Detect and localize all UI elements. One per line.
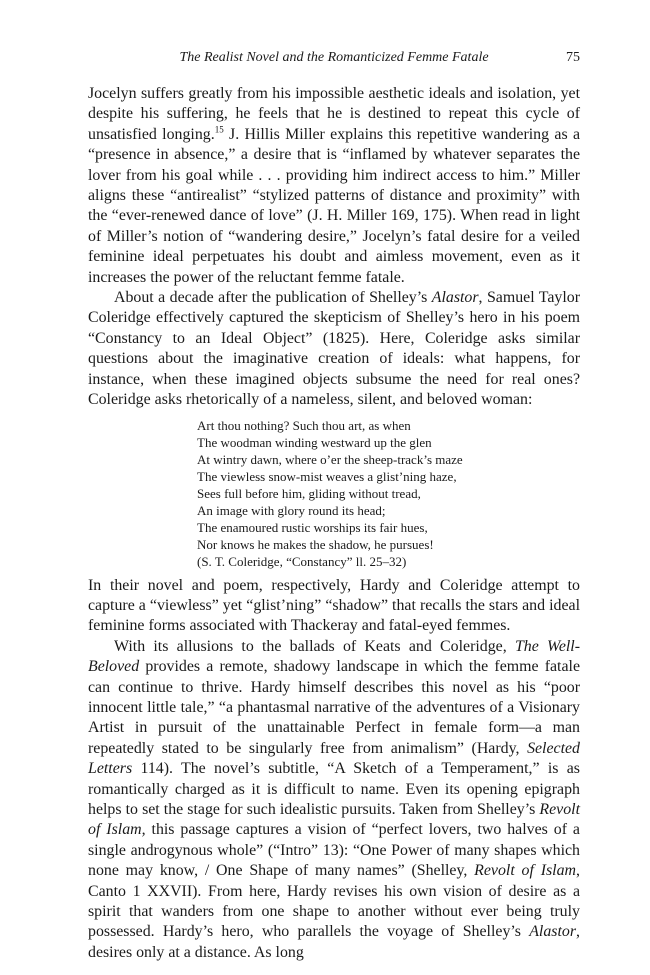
- verse-line: Art thou nothing? Such thou art, as when: [197, 417, 411, 433]
- verse-line: Sees full before him, gliding without tread,: [197, 485, 421, 501]
- paragraph-3: In their novel and poem, respectively, Hardy and Coleridge attempt to capture a “viewless” yet “glist’ning” “shadow” that recalls the stars and ideal feminine forms associated with Thackeray and fatal-eyed femmes.: [88, 576, 580, 635]
- verse-line: An image with glory round its head;: [197, 502, 386, 518]
- page-number: 75: [566, 50, 580, 65]
- text-run: Jocelyn suffers greatly from his impossible aesthetic ideals and isolation, yet despite his suffering, he feels that he is destined to repeat this cycle of unsatisfied longing.: [88, 85, 580, 143]
- italic-title: Revolt of Islam,: [88, 800, 580, 839]
- verse-line: The viewless snow-mist weaves a glist’ning haze,: [197, 468, 457, 484]
- italic-title: Alastor: [529, 923, 577, 941]
- text-run: J. Hillis Miller explains this repetitive wandering as a “presence in absence,” a desire that is “inflamed by whatever separates the lover from his goal while . . . providing him indirect access to him.” Miller aligns these “antirealist” “stylized patterns of distance and proximity” with the “ever-renewed dance of love” (J. H. Miller 169, 175). When read in light of Miller’s notion of “wandering desire,” Jocelyn’s fatal desire for a veiled feminine ideal perpetuates his doubt and aimless movement, even as it increases the power of the reluctant femme fatale.: [88, 125, 580, 286]
- body-text: [88, 84, 580, 963]
- footnote-marker: 15: [214, 124, 224, 135]
- verse-citation: (S. T. Coleridge, “Constancy” ll. 25–32): [197, 553, 407, 569]
- paragraph-2: [88, 288, 580, 410]
- paragraph-4: [88, 637, 580, 964]
- text-run: About a decade after the publication of Shelley’s: [114, 289, 432, 307]
- italic-title: The Well-Beloved: [88, 637, 580, 676]
- text-run: , Canto 1 XXVII). From here, Hardy revises his own vision of desire as a spirit that wanders from one shape to another without ever being truly possessed. Hardy’s hero, who parallels the voyage of Shelley’s: [88, 862, 580, 941]
- text-run: this passage captures a vision of “perfect lovers, two halves of a single androgynous whole” (“Intro” 13): “One Power of many shapes which none may know, / One Shape of many names” (Shelley,: [88, 821, 580, 880]
- italic-title: Alastor: [431, 289, 479, 307]
- verse-line: Nor knows he makes the shadow, he pursues!: [197, 536, 434, 552]
- page-content: [88, 50, 580, 963]
- text-run: provides a remote, shadowy landscape in which the femme fatale can continue to thrive. Hardy himself describes this novel as his “poor innocent little tale,” “a phantasmal narrative of the adventures of a Visionary Artist in pursuit of the unattainable Perfect in female form—a man repeatedly stated to be singularly free from animalism” (Hardy,: [88, 658, 580, 757]
- paragraph-1: [88, 84, 580, 288]
- verse-line: The woodman winding westward up the glen: [197, 434, 432, 450]
- italic-title: Selected Letters: [88, 739, 580, 778]
- verse-line: The enamoured rustic worships its fair hues,: [197, 519, 428, 535]
- verse-line: At wintry dawn, where o’er the sheep-track’s maze: [197, 451, 463, 467]
- running-head-title: The Realist Novel and the Romanticized Femme Fatale: [179, 50, 489, 65]
- verse-quotation: [197, 417, 580, 570]
- text-run: 114). The novel’s subtitle, “A Sketch of a Temperament,” is as romantically charged as it is difficult to name. Even its opening epigraph helps to set the stage for such idealistic pursuits. Taken from Shelley’s: [88, 760, 580, 818]
- text-run: , desires only at a distance. As long: [88, 923, 580, 961]
- italic-title: Revolt of Islam: [474, 862, 577, 880]
- text-run: , Samuel Taylor Coleridge effectively captured the skepticism of Shelley’s hero in his poem “Constancy to an Ideal Object” (1825). Here, Coleridge asks similar questions about the imaginative creation of ideals: what happens, for instance, when these imagined objects subsume the need for real ones? Coleridge asks rhetorically of a nameless, silent, and beloved woman:: [88, 289, 580, 409]
- text-run: With its allusions to the ballads of Keats and Coleridge,: [114, 637, 515, 655]
- running-head: [88, 50, 580, 72]
